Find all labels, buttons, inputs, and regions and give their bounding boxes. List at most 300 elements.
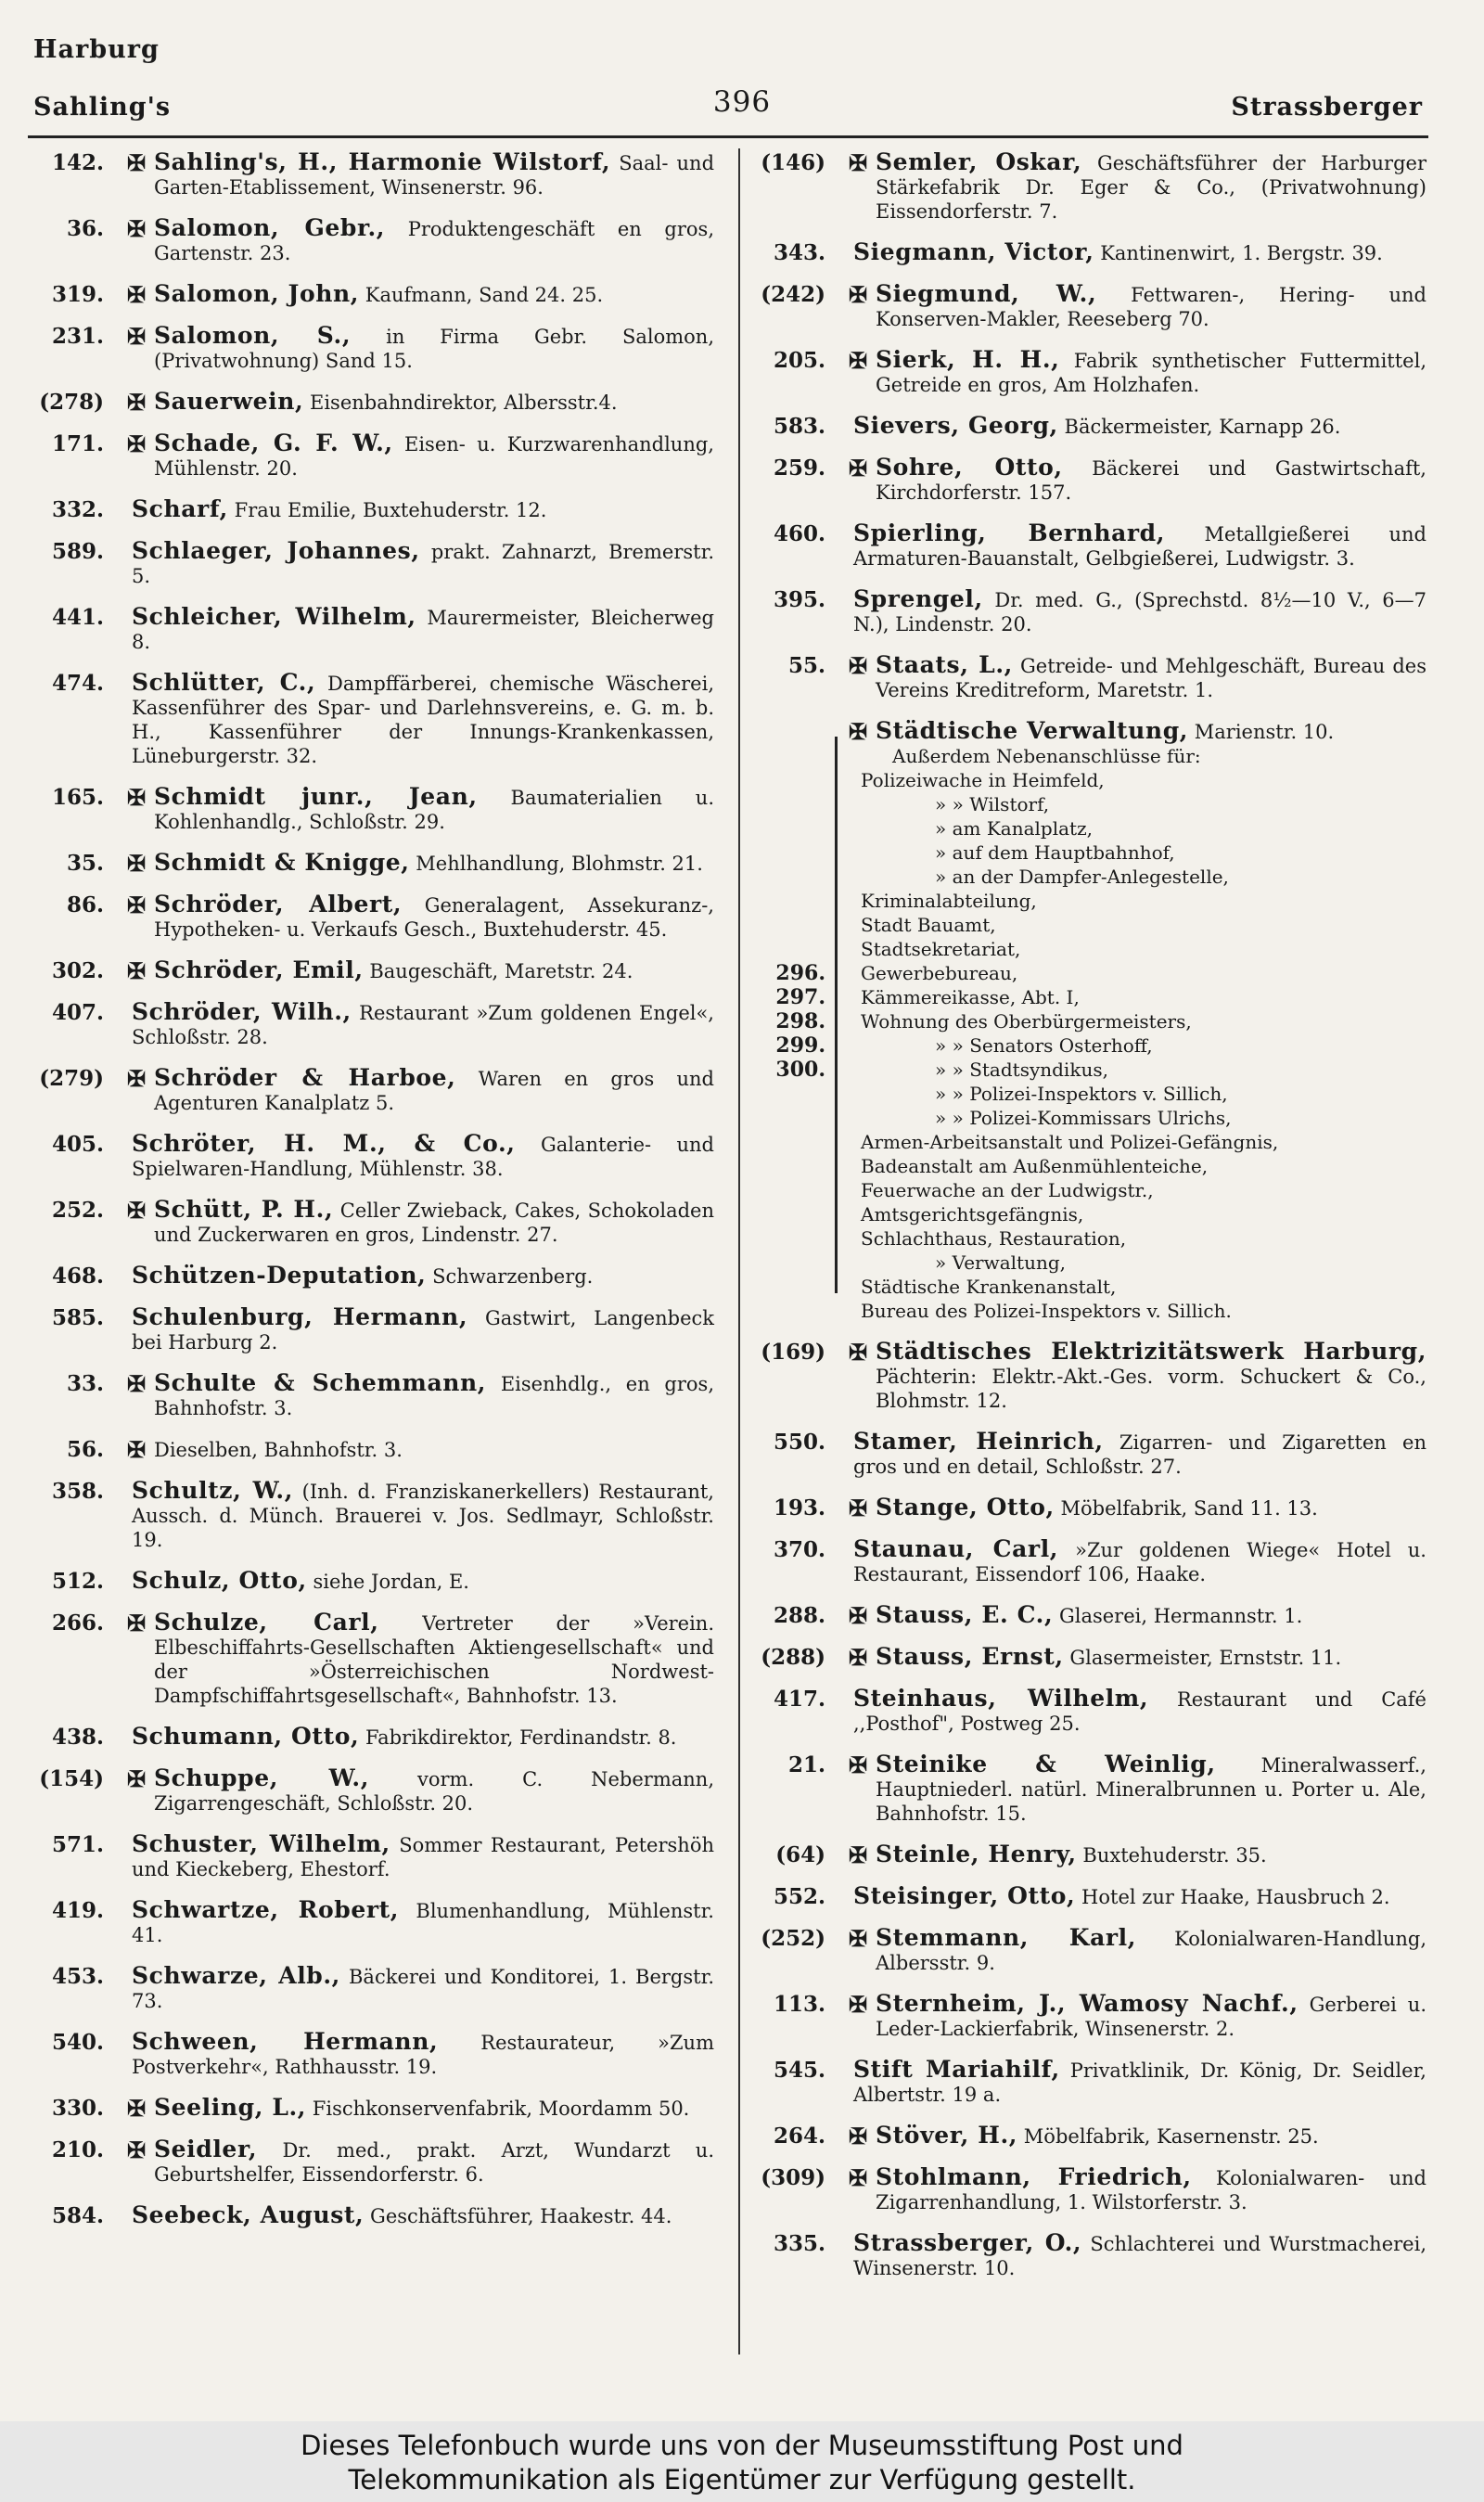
entry-text xyxy=(853,587,1426,636)
entry-text xyxy=(154,1066,714,1115)
telegraph-symbol-icon: ✠ xyxy=(126,2136,147,2163)
telegraph-symbol-icon: ✠ xyxy=(126,1765,147,1792)
directory-entry xyxy=(28,216,714,265)
directory-entry xyxy=(28,431,714,481)
entry-text xyxy=(154,1371,714,1420)
phone-number: 33. xyxy=(66,1371,104,1396)
entry-name: Sievers, Georg, xyxy=(853,412,1058,439)
entry-description: Metallgießerei und Armaturen-Bauanstalt, Gelbgießerei, Ludwigstr. 3. xyxy=(853,523,1427,570)
entry-description: Produktengeschäft en gros, Gartenstr. 23. xyxy=(154,218,714,264)
column-divider xyxy=(738,148,740,2354)
entry-text xyxy=(132,1264,714,1289)
entry-name: Staunau, Carl, xyxy=(853,1535,1059,1562)
entry-text xyxy=(876,348,1426,397)
entry-text xyxy=(853,2058,1426,2107)
entry-description: Geschäftsführer der Harburger Stärkefabrik Dr. Eger & Co., (Privatwohnung) Eissendorferstr. 7. xyxy=(876,152,1426,223)
entry-name: Stöver, H., xyxy=(876,2122,1018,2149)
right-column-entries-a xyxy=(749,150,1426,702)
entry-name: Schröder & Harboe, xyxy=(154,1064,456,1091)
phone-number: 585. xyxy=(51,1305,104,1330)
running-head-first-entry: Sahling's xyxy=(33,93,172,122)
phone-number: 319. xyxy=(51,282,104,307)
entry-name: Schröder, Wilh., xyxy=(132,998,352,1025)
entry-name: Strassberger, O., xyxy=(853,2229,1082,2256)
directory-entry xyxy=(749,2123,1426,2149)
entry-name: Stauss, E. C., xyxy=(876,1601,1054,1628)
telegraph-symbol-icon: ✠ xyxy=(848,2164,868,2191)
entry-name: Schröder, Emil, xyxy=(154,956,364,983)
directory-entry xyxy=(749,1603,1426,1628)
phone-number: (279) xyxy=(39,1066,104,1091)
telegraph-symbol-icon: ✠ xyxy=(848,281,868,308)
entry-description: Eisenbahndirektor, Albersstr.4. xyxy=(310,391,618,414)
entry-name: Siegmann, Victor, xyxy=(853,238,1094,265)
entry-text xyxy=(154,282,714,307)
entry-text xyxy=(876,1992,1426,2041)
directory-entry xyxy=(28,1132,714,1181)
entry-text xyxy=(154,324,714,373)
directory-entry xyxy=(749,1752,1426,1826)
directory-entry xyxy=(749,150,1426,224)
entry-description: Vertreter der »Verein. Elbeschiffahrts-Gesellschaften Aktiengesellschaft« und der »Österreichischen Nordwest-Dampfschiffahrtsgesellschaft«, Bahnhofstr. 13. xyxy=(154,1612,714,1707)
entry-name: Seidler, xyxy=(154,2136,258,2162)
directory-entry xyxy=(28,671,714,768)
entry-description: »Zur goldenen Wiege« Hotel u. Restaurant, Eissendorf 106, Haake. xyxy=(853,1539,1426,1585)
entry-text xyxy=(876,653,1426,702)
entry-name: Schwartze, Robert, xyxy=(132,1896,400,1923)
telegraph-symbol-icon: ✠ xyxy=(848,1751,868,1778)
directory-entry xyxy=(28,282,714,307)
phone-number: (252) xyxy=(761,1926,825,1951)
telegraph-symbol-icon: ✠ xyxy=(126,1610,147,1636)
directory-entry xyxy=(28,1725,714,1750)
entry-text xyxy=(853,2231,1426,2280)
telegraph-symbol-icon: ✠ xyxy=(126,1065,147,1092)
entry-text xyxy=(876,2123,1426,2149)
phone-number: 86. xyxy=(66,892,104,917)
entry-description: Sommer Restaurant, Petershöh und Kieckeberg, Ehestorf. xyxy=(132,1834,714,1880)
entry-description: Kaufmann, Sand 24. 25. xyxy=(365,284,604,306)
telegraph-symbol-icon: ✠ xyxy=(126,2095,147,2122)
telegraph-symbol-icon: ✠ xyxy=(126,957,147,984)
entry-name: Sauerwein, xyxy=(154,388,304,415)
directory-entry xyxy=(28,2137,714,2187)
directory-entry xyxy=(749,455,1426,505)
entry-name: Schleicher, Wilhelm, xyxy=(132,603,416,630)
entry-name: Seeling, L., xyxy=(154,2094,307,2121)
phone-number: (309) xyxy=(761,2165,825,2190)
directory-entry xyxy=(28,324,714,373)
telegraph-symbol-icon: ✠ xyxy=(126,1197,147,1224)
directory-entry xyxy=(28,2096,714,2121)
verwaltung-lines xyxy=(861,768,1426,1323)
phone-number: 395. xyxy=(773,587,825,612)
phone-number: 35. xyxy=(66,851,104,876)
phone-number: 540. xyxy=(51,2030,104,2055)
entry-text xyxy=(876,1842,1426,1867)
phone-number: 545. xyxy=(773,2058,825,2083)
staedtische-verwaltung-block xyxy=(749,719,1426,1323)
entry-text xyxy=(132,1569,714,1594)
entry-name: Salomon, S., xyxy=(154,322,352,349)
entry-text xyxy=(154,892,714,942)
entry-text xyxy=(154,2137,714,2187)
phone-number: 552. xyxy=(773,1884,825,1909)
entry-description: Zigarren- und Zigaretten en gros und en detail, Schloßstr. 27. xyxy=(853,1431,1426,1478)
entry-text xyxy=(132,1132,714,1181)
entry-description: Kolonialwaren-Handlung, Albersstr. 9. xyxy=(876,1928,1426,1974)
entry-name: Salomon, Gebr., xyxy=(154,214,386,241)
entry-name: Schuster, Wilhelm, xyxy=(132,1830,390,1857)
directory-entry xyxy=(28,851,714,876)
entry-name: Sierk, H. H., xyxy=(876,346,1060,373)
entry-name: Siegmund, W., xyxy=(876,280,1097,307)
verwaltung-line: Stadtsekretariat, xyxy=(861,938,1021,960)
phone-number: 193. xyxy=(773,1495,825,1520)
directory-entry xyxy=(749,1537,1426,1586)
directory-entry xyxy=(28,2203,714,2228)
right-column xyxy=(749,150,1426,2297)
verwaltung-line: » Verwaltung, xyxy=(935,1251,1066,1274)
entry-description: Hotel zur Haake, Hausbruch 2. xyxy=(1081,1886,1390,1908)
entry-text xyxy=(132,539,714,588)
telegraph-symbol-icon: ✠ xyxy=(126,784,147,811)
phone-number: 438. xyxy=(51,1725,104,1750)
telegraph-symbol-icon: ✠ xyxy=(848,1339,868,1366)
telegraph-symbol-icon: ✠ xyxy=(126,850,147,877)
entry-description: Dr. med. G., (Sprechstd. 8½—10 V., 6—7 N.), Lindenstr. 20. xyxy=(853,589,1426,635)
phone-number: 419. xyxy=(51,1898,104,1923)
entry-name: Semler, Oskar, xyxy=(876,148,1082,175)
phone-number: 460. xyxy=(773,521,825,546)
entry-description: Glaserei, Hermannstr. 1. xyxy=(1058,1605,1303,1627)
directory-entry xyxy=(749,2231,1426,2280)
telegraph-symbol-icon: ✠ xyxy=(848,1644,868,1671)
directory-entry xyxy=(28,2030,714,2079)
entry-description: Gerberei u. Leder-Lackierfabrik, Winsenerstr. 2. xyxy=(876,1994,1427,2040)
verwaltung-number: 298. xyxy=(775,1009,825,1033)
entry-text xyxy=(876,2165,1426,2214)
directory-entry xyxy=(28,892,714,942)
page-number: 396 xyxy=(712,85,772,119)
telegraph-symbol-icon: ✠ xyxy=(126,892,147,918)
directory-entry xyxy=(749,1645,1426,1670)
entry-text xyxy=(154,431,714,481)
right-column-entries-b xyxy=(749,1340,1426,2280)
entry-description: Dr. med., prakt. Arzt, Wundarzt u. Geburtshelfer, Eissendorferstr. 6. xyxy=(154,2139,714,2186)
directory-entry xyxy=(28,1305,714,1354)
entry-description: Generalagent, Assekuranz-, Hypotheken- u. Verkaufs Gesch., Buxtehuderstr. 45. xyxy=(154,894,714,941)
entry-name: Steinle, Henry, xyxy=(876,1841,1077,1867)
telegraph-symbol-icon: ✠ xyxy=(848,1841,868,1868)
telegraph-symbol-icon: ✠ xyxy=(126,1436,147,1463)
entry-description: Eisen- u. Kurzwarenhandlung, Mühlenstr. 20. xyxy=(154,433,714,480)
entry-description: Getreide- und Mehlgeschäft, Bureau des Vereins Kreditreform, Maretstr. 1. xyxy=(876,655,1426,701)
entry-text xyxy=(132,1964,714,2013)
directory-entry xyxy=(28,785,714,834)
phone-number: 474. xyxy=(51,671,104,696)
phone-number: 264. xyxy=(773,2123,825,2149)
directory-entry xyxy=(749,1926,1426,1975)
phone-number: 21. xyxy=(787,1752,825,1777)
entry-text xyxy=(154,1610,714,1708)
telegraph-symbol-icon: ✠ xyxy=(848,1991,868,2018)
entry-description: Dieselben, Bahnhofstr. 3. xyxy=(154,1439,403,1461)
directory-entry xyxy=(749,2058,1426,2107)
entry-description: Fabrik synthetischer Futtermittel, Getreide en gros, Am Holzhafen. xyxy=(876,350,1427,396)
entry-description: Privatklinik, Dr. König, Dr. Seidler, Albertstr. 19 a. xyxy=(853,2059,1426,2106)
verwaltung-subtitle: Außerdem Nebenanschlüsse für: xyxy=(892,745,1201,767)
directory-entry xyxy=(28,150,714,199)
phone-number: 571. xyxy=(51,1832,104,1857)
entry-description: Restaurant »Zum goldenen Engel«, Schloßstr. 28. xyxy=(132,1002,714,1048)
entry-name: Schween, Hermann, xyxy=(132,2028,439,2055)
phone-number: 171. xyxy=(51,431,104,456)
entry-text xyxy=(876,1603,1426,1628)
phone-number: 55. xyxy=(787,653,825,678)
entry-name: Schmidt & Knigge, xyxy=(154,849,410,876)
telegraph-symbol-icon: ✠ xyxy=(126,281,147,308)
directory-entry xyxy=(28,958,714,983)
verwaltung-line: » » Polizei-Inspektors v. Sillich, xyxy=(935,1083,1228,1105)
verwaltung-line: Bureau des Polizei-Inspektors v. Sillich. xyxy=(861,1300,1232,1322)
directory-entry xyxy=(749,348,1426,397)
verwaltung-line: » am Kanalplatz, xyxy=(935,817,1093,840)
entry-name: Schuppe, W., xyxy=(154,1764,370,1791)
directory-entry xyxy=(28,497,714,522)
entry-text xyxy=(876,150,1426,224)
entry-name: Sternheim, J., Wamosy Nachf., xyxy=(876,1990,1298,2017)
directory-entry xyxy=(749,1495,1426,1520)
phone-number: (169) xyxy=(761,1340,825,1365)
entry-name: Schumann, Otto, xyxy=(132,1723,360,1750)
telegraph-symbol-icon: ✠ xyxy=(848,1925,868,1952)
phone-number: 113. xyxy=(773,1992,825,2017)
directory-entry xyxy=(28,1964,714,2013)
footer-line-1: Dieses Telefonbuch wurde uns von der Museumsstiftung Post und xyxy=(301,2430,1183,2461)
entry-text xyxy=(154,390,714,415)
directory-entry xyxy=(28,1898,714,1947)
entry-name: Schulze, Carl, xyxy=(154,1609,379,1636)
directory-entry xyxy=(749,2165,1426,2214)
entry-text xyxy=(876,1752,1426,1826)
verwaltung-line: » » Senators Osterhoff, xyxy=(935,1034,1153,1057)
entry-name: Schlaeger, Johannes, xyxy=(132,537,420,564)
entry-name: Stauss, Ernst, xyxy=(876,1643,1064,1670)
directory-entry xyxy=(28,1569,714,1594)
entry-name: Stemmann, Karl, xyxy=(876,1924,1137,1951)
telegraph-symbol-icon: ✠ xyxy=(848,455,868,481)
telegraph-symbol-icon: ✠ xyxy=(126,1370,147,1397)
entry-text xyxy=(132,671,714,768)
entry-description: Saal- und Garten-Etablissement, Winsenerstr. 96. xyxy=(154,152,715,199)
directory-entry xyxy=(28,1198,714,1247)
directory-entry xyxy=(749,282,1426,331)
phone-number: 407. xyxy=(51,1000,104,1025)
directory-entry xyxy=(28,1066,714,1115)
entry-description: Kantinenwirt, 1. Bergstr. 39. xyxy=(1100,242,1383,264)
footer-line-2: Telekommunikation als Eigentümer zur Verfügung gestellt. xyxy=(348,2464,1136,2496)
directory-entry xyxy=(749,414,1426,439)
directory-entry xyxy=(28,1000,714,1049)
verwaltung-numbers xyxy=(749,961,825,1082)
entry-name: Scharf, xyxy=(132,495,228,522)
entry-text xyxy=(132,1479,714,1552)
directory-entry xyxy=(749,521,1426,571)
entry-name: Sahling's, H., Harmonie Wilstorf, xyxy=(154,148,611,175)
directory-entry xyxy=(28,1479,714,1552)
directory-entry xyxy=(749,1842,1426,1867)
entry-description: Eisenhdlg., en gros, Bahnhofstr. 3. xyxy=(154,1373,714,1419)
phone-number: 332. xyxy=(51,497,104,522)
verwaltung-line: Kämmereikasse, Abt. I, xyxy=(861,986,1080,1008)
telegraph-symbol-icon: ✠ xyxy=(848,1495,868,1521)
verwaltung-line: » » Stadtsyndikus, xyxy=(935,1059,1108,1081)
entry-name: Salomon, John, xyxy=(154,280,360,307)
entry-name: Seebeck, August, xyxy=(132,2201,365,2228)
directory-entry xyxy=(749,240,1426,265)
verwaltung-line: Kriminalabteilung, xyxy=(861,890,1037,912)
entry-text xyxy=(853,1430,1426,1479)
verwaltung-line: » » Polizei-Kommissars Ulrichs, xyxy=(935,1107,1232,1129)
entry-description: siehe Jordan, E. xyxy=(313,1571,469,1593)
entry-text xyxy=(876,1645,1426,1670)
phone-number: 205. xyxy=(773,348,825,373)
running-head-city: Harburg xyxy=(33,35,160,64)
entry-description: Frau Emilie, Buxtehuderstr. 12. xyxy=(234,499,547,521)
entry-text xyxy=(876,1926,1426,1975)
phone-number: 165. xyxy=(51,785,104,810)
entry-name: Sprengel, xyxy=(853,585,983,612)
entry-name: Schütt, P. H., xyxy=(154,1196,334,1223)
entry-description: Restaurateur, »Zum Postverkehr«, Rathhausstr. 19. xyxy=(132,2032,714,2078)
phone-number: 584. xyxy=(51,2203,104,2228)
phone-number: 583. xyxy=(773,414,825,439)
phone-number: 589. xyxy=(51,539,104,564)
entry-description: (Inh. d. Franziskanerkellers) Restaurant, Aussch. d. Münch. Brauerei v. Jos. Sedlmayr, Schloßstr. 19. xyxy=(132,1481,714,1551)
phone-number: (146) xyxy=(761,150,825,175)
verwaltung-address: Marienstr. 10. xyxy=(1194,721,1335,743)
phone-number: 358. xyxy=(51,1479,104,1504)
entry-description: vorm. C. Nebermann, Zigarrengeschäft, Schloßstr. 20. xyxy=(154,1768,714,1815)
entry-description: Möbelfabrik, Sand 11. 13. xyxy=(1060,1497,1318,1520)
left-column xyxy=(28,150,714,2245)
verwaltung-line: » » Wilstorf, xyxy=(935,793,1050,815)
phone-number: 512. xyxy=(51,1569,104,1594)
entry-text xyxy=(853,414,1426,439)
phone-number: (288) xyxy=(761,1645,825,1670)
verwaltung-line: Schlachthaus, Restauration, xyxy=(861,1227,1127,1250)
directory-entry xyxy=(749,1340,1426,1413)
entry-text xyxy=(154,785,714,834)
entry-text xyxy=(876,1495,1426,1520)
entry-description: Celler Zwieback, Cakes, Schokoladen und Zuckerwaren en gros, Lindenstr. 27. xyxy=(154,1200,714,1246)
phone-number: 288. xyxy=(773,1603,825,1628)
entry-description: Mehlhandlung, Blohmstr. 21. xyxy=(416,853,703,875)
phone-number: (278) xyxy=(39,390,104,415)
phone-number: 231. xyxy=(51,324,104,349)
entry-description: prakt. Zahnarzt, Bremerstr. 5. xyxy=(132,541,714,587)
verwaltung-number: 296. xyxy=(775,961,825,985)
verwaltung-line: » an der Dampfer-Anlegestelle, xyxy=(935,866,1229,888)
verwaltung-number: 299. xyxy=(775,1033,825,1058)
verwaltung-title: Städtische Verwaltung, xyxy=(876,717,1189,744)
entry-name: Schultz, W., xyxy=(132,1477,294,1504)
entry-name: Staats, L., xyxy=(876,651,1013,678)
telegraph-symbol-icon: ✠ xyxy=(126,323,147,350)
entry-description: in Firma Gebr. Salomon, (Privatwohnung) Sand 15. xyxy=(154,326,714,372)
entry-text xyxy=(154,1198,714,1247)
entry-text xyxy=(132,2030,714,2079)
verwaltung-line: Polizeiwache in Heimfeld, xyxy=(861,769,1105,791)
entry-name: Stamer, Heinrich, xyxy=(853,1428,1104,1455)
entry-name: Schröter, H. M., & Co., xyxy=(132,1130,516,1157)
entry-text xyxy=(154,1437,714,1462)
telegraph-symbol-icon: ✠ xyxy=(126,149,147,176)
phone-number: 335. xyxy=(773,2231,825,2256)
entry-text xyxy=(132,497,714,522)
verwaltung-line: Städtische Krankenanstalt, xyxy=(861,1276,1117,1298)
entry-name: Steinhaus, Wilhelm, xyxy=(853,1685,1149,1712)
header-rule xyxy=(28,135,1428,138)
entry-text xyxy=(154,851,714,876)
directory-entry xyxy=(749,1430,1426,1479)
telegraph-symbol-icon: ✠ xyxy=(848,652,868,679)
phone-number: 142. xyxy=(51,150,104,175)
entry-text xyxy=(853,1537,1426,1586)
verwaltung-line: » auf dem Hauptbahnhof, xyxy=(935,841,1175,864)
entry-name: Schulz, Otto, xyxy=(132,1567,307,1594)
entry-description: Baugeschäft, Maretstr. 24. xyxy=(369,960,633,982)
verwaltung-line: Wohnung des Oberbürgermeisters, xyxy=(861,1010,1192,1033)
entry-text xyxy=(876,455,1426,505)
entry-description: Fischkonservenfabrik, Moordamm 50. xyxy=(312,2098,690,2120)
directory-entry xyxy=(749,1884,1426,1909)
entry-description: Bäckermeister, Karnapp 26. xyxy=(1064,416,1341,438)
entry-description: Dampffärberei, chemische Wäscherei, Kassenführer des Spar- und Darlehnsvereins, e. G. m. b. H., Kassenführer der Innungs-Krankenkassen, Lüneburgerstr. 32. xyxy=(132,673,714,767)
directory-entry xyxy=(28,1437,714,1462)
entry-description: Restaurant und Café ,,Posthof", Postweg 25. xyxy=(853,1688,1426,1735)
verwaltung-line: Armen-Arbeitsanstalt und Polizei-Gefängnis, xyxy=(861,1131,1279,1153)
entry-description: Mineralwasserf., Hauptniederl. natürl. Mineralbrunnen u. Porter u. Ale, Bahnhofstr. 15. xyxy=(876,1754,1426,1825)
verwaltung-brace xyxy=(835,737,845,1293)
telegraph-symbol-icon: ✠ xyxy=(848,2123,868,2149)
verwaltung-line: Feuerwache an der Ludwigstr., xyxy=(861,1179,1154,1201)
entry-text xyxy=(132,1305,714,1354)
phone-number: 343. xyxy=(773,240,825,265)
phone-number: 441. xyxy=(51,605,104,630)
phone-number: (154) xyxy=(39,1766,104,1791)
entry-name: Schröder, Albert, xyxy=(154,891,403,917)
telegraph-symbol-icon: ✠ xyxy=(848,149,868,176)
entry-description: Pächterin: Elektr.-Akt.-Ges. vorm. Schuckert & Co., Blohmstr. 12. xyxy=(876,1366,1426,1412)
entry-text xyxy=(132,1898,714,1947)
entry-name: Schulte & Schemmann, xyxy=(154,1369,487,1396)
entry-description: Möbelfabrik, Kasernenstr. 25. xyxy=(1023,2125,1319,2148)
entry-name: Schulenburg, Hermann, xyxy=(132,1303,468,1330)
entry-text xyxy=(154,958,714,983)
entry-name: Städtisches Elektrizitätswerk Harburg, xyxy=(876,1338,1426,1365)
directory-entry xyxy=(749,1687,1426,1736)
phone-number: 266. xyxy=(51,1610,104,1636)
phone-number: 302. xyxy=(51,958,104,983)
entry-name: Schade, G. F. W., xyxy=(154,430,393,456)
entry-name: Schwarze, Alb., xyxy=(132,1962,340,1989)
verwaltung-line: Badeanstalt am Außenmühlenteiche, xyxy=(861,1155,1209,1177)
entry-text xyxy=(154,1766,714,1816)
directory-entry xyxy=(28,1371,714,1420)
entry-description: Gastwirt, Langenbeck bei Harburg 2. xyxy=(132,1307,714,1354)
